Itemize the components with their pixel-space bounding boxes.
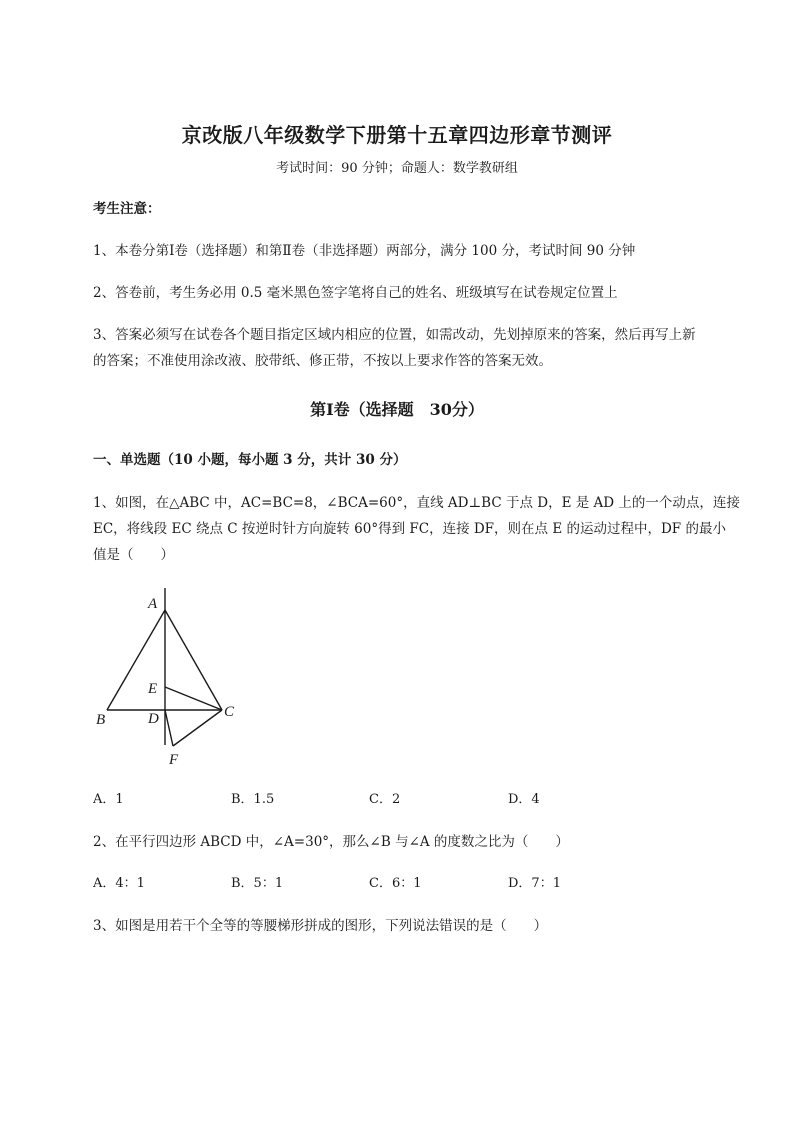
part-heading: 一、单选题（10 小题，每小题 3 分，共计 30 分） [93, 452, 407, 468]
segment-ec [165, 687, 222, 710]
page-title: 京改版八年级数学下册第十五章四边形章节测评 [181, 123, 613, 147]
segment-df [165, 710, 173, 746]
q2-option-c: C．6：1 [369, 876, 422, 891]
notice-item-3: 3、答案必须写在试卷各个题目指定区域内相应的位置，如需改动，先划掉原来的答案，然后再写上新 [93, 327, 696, 343]
segment-fc [173, 710, 222, 746]
q2-option-b: B．5：1 [231, 876, 284, 891]
notice-item-2: 2、答卷前，考生务必用 0.5 毫米黑色签字笔将自己的姓名、班级填写在试卷规定位置上 [93, 285, 618, 301]
exam-info: 考试时间：90 分钟；命题人：数学教研组 [276, 161, 518, 176]
q1-line-3: 值是（ ） [93, 547, 174, 563]
label-b: B [96, 712, 106, 728]
q2-option-d: D．7：1 [508, 876, 561, 891]
notice-item-3-cont: 的答案；不准使用涂改液、胶带纸、修正带，不按以上要求作答的答案无效。 [93, 353, 552, 369]
q1-option-c: C．2 [369, 792, 401, 807]
segment-ac [165, 610, 222, 710]
notice-heading: 考生注意： [93, 201, 161, 217]
notice-item-1: 1、本卷分第Ⅰ卷（选择题）和第Ⅱ卷（非选择题）两部分，满分 100 分，考试时间 90 分钟 [93, 243, 636, 259]
section-title: 第Ⅰ卷（选择题 30分） [310, 400, 484, 419]
q1-option-b: B．1.5 [231, 792, 275, 807]
q2-option-a: A．4：1 [93, 876, 145, 891]
q1-option-d: D．4 [508, 792, 540, 807]
label-f: F [169, 752, 179, 768]
q1-option-a: A．1 [93, 792, 124, 807]
q2-text: 2、在平行四边形 ABCD 中，∠A=30°，那么∠B 与∠A 的度数之比为（ ） [93, 834, 569, 850]
q1-line-2: EC，将线段 EC 绕点 C 按逆时针方向旋转 60°得到 FC，连接 DF，则在点 E 的运动过程中，DF 的最小 [93, 521, 726, 537]
label-d: D [148, 711, 159, 727]
q3-text: 3、如图是用若干个全等的等腰梯形拼成的图形，下列说法错误的是（ ） [93, 918, 548, 934]
label-e: E [148, 681, 158, 697]
label-c: C [224, 704, 235, 720]
label-a: A [148, 596, 158, 612]
q1-line-1: 1、如图，在△ABC 中，AC=BC=8，∠BCA=60°，直线 AD⊥BC 于点 D，E 是 AD 上的一个动点，连接 [93, 495, 740, 511]
triangle-figure [85, 585, 255, 775]
